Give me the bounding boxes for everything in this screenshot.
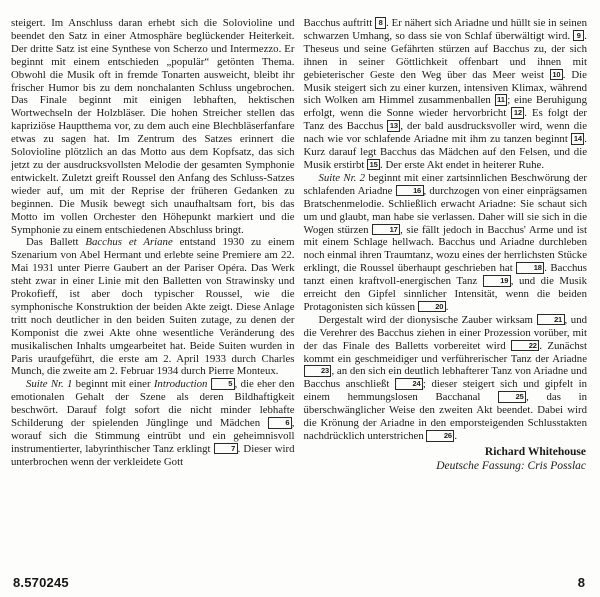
track-number-box: 11 [495,94,508,106]
byline [304,445,588,473]
text-run: . Kurz darauf legt Bacchus das Mädchen auf den Felsen, und die Musik erstirbt [303,133,587,171]
text-run: ; dieser steigert sich und gipfelt in einem hemmungslosen Bacchanal [303,378,587,404]
track-number-box: 17 [372,224,400,236]
track-number-box: 26 [426,430,454,442]
left-column [11,17,295,473]
right-column [304,17,588,473]
text-columns [11,17,587,473]
paragraph [11,378,295,468]
text-run: , worauf sich die Stimmung eintrübt und ein geheimnisvoll instrumentierter, labyrinthischer Tanz erklingt [11,417,295,455]
text-run: , das in überschwänglicher Weise den zweiten Akt beendet. Dabei wird die Krönung der Ariadne in den emporsteigenden Schlusstakten nachdrücklich unterstrichen [303,391,587,442]
track-number-box: 21 [537,314,565,326]
paragraph [304,17,588,172]
text-run: , der bald ausdrucksvoller wird, wenn die nach wie vor schlafende Ariadne mit ihm zu tanzen beginnt [303,120,587,146]
text-run: , an den sich ein deutlich lebhafterer Tanz von Ariadne und Bacchus anschließt [303,365,587,391]
track-number-box: 19 [483,275,511,287]
text-run: Bacchus et Ariane [85,236,173,249]
track-number-box: 20 [418,301,446,313]
paragraph [11,236,295,378]
text-run: , durchzogen von einer einprägsamen Bratschenmelodie. Schließlich erwacht Ariadne: Sie schaut sich um und glaubt, man habe sie verlassen. Daher will sie sich in die Wogen stürzen [303,184,587,236]
track-number-box: 13 [387,120,400,132]
text-run: . Bacchus tanzt einen kraftvoll-energischen Tanz [303,262,587,288]
text-run: . Er nähert sich Ariadne und hüllt sie in seinen schwarzen Umhang, so dass sie von Schlaf überwältigt wird. [303,17,587,42]
text-run: , und die Musik erreicht den Gipfel sinnlicher Intensität, wenn die beiden Protagonisten sich küssen [303,275,587,313]
text-run: . [445,300,449,313]
track-number-box: 22 [511,340,539,352]
text-run: Introduction [153,378,208,391]
paragraph [304,172,588,314]
text-run: , und die Verehrer des Bacchus ziehen in einer Prozession vorüber, mit der das Finale des Balletts vorbereitet wird [303,313,588,352]
right-column-paragraphs [304,17,588,443]
track-number-box: 24 [395,378,423,390]
text-run: beginnt mit einer zartsinnlichen Beschwörung der schlafenden Ariadne [303,171,587,197]
track-number-box: 5 [211,378,235,390]
text-run: . Theseus und seine Gefährten stürzen auf Bacchus zu, der sich ihnen in seiner Göttlichkeit offenbart und ihnen mit gebieterischer Geste den Weg über das Meer weist [303,29,587,81]
track-number-box: 23 [304,365,332,377]
track-number-box: 10 [550,69,563,81]
track-number-box: 12 [511,107,524,119]
track-number-box: 6 [268,417,292,429]
page-number: 8 [577,575,585,590]
text-run: , die eher den emotionalen Gehalt der Szene als deren Bildhaftigkeit beschwört. Darauf folgt sofort die nicht minder lebhafte Schilderung der spielenden Jünglinge und Mädchen [11,378,295,430]
track-number-box: 14 [571,133,584,145]
text-run: beginnt mit einer [72,378,154,391]
text-run: Bacchus auftritt [303,17,376,29]
track-number-box: 9 [573,30,584,42]
text-run: . Die Musik steigert sich zu einer kurzen, intensiven Klimax, während sich Wolken am Himmel zusammenballen [303,68,587,107]
text-run: Dergestalt wird der dionysische Zauber wirksam [318,313,537,326]
track-number-box: 16 [396,185,424,197]
catalog-number: 8.570245 [13,575,69,590]
track-number-box: 25 [498,391,526,403]
text-run: . Der erste Akt endet in heiterer Ruhe. [380,158,545,171]
text-run: Das Ballett [26,236,86,249]
paragraph [11,17,295,236]
text-run: . Es folgt der Tanz des Bacchus [303,107,587,133]
track-number-box: 7 [214,443,238,455]
text-run: Suite Nr. 1 [26,378,73,391]
text-run: . Zunächst kommt ein geschmeidiger und verführerischer Tanz der Ariadne [303,339,587,365]
text-run: steigert. Im Anschluss daran erhebt sich die Solovioline und beendet den Satz in einer Atmosphäre beglückender Heiterkeit. Der dritte Satz ist eine Synthese von Scherzo und Intermezzo. Er beginnt mit einem entschieden „populär“ getönten Thema. Obwohl die Musik oft in fremde Tonarten ausweicht, bleibt ihr frischer Humor bis zu dem nonchalanten Schluss ungebrochen. Das Finale beginnt mit einigen lebhaften, hektischen Wortwechseln der Holzbläser. Die hohen Streicher stellen das kapriziöse Hauptthema vor, zu dem auch eine Blechbläserfanfare etwas zu sagen hat. Im Zentrum des Satzes erinnert die Solovioline plötzlich an das Motto aus dem Kopfsatz, das sich jetzt zu der ausdrucksvollsten Melodie der gesamten Symphonie entwickelt. Zuletzt greift Roussel den Anfang des Schluss-Satzes wieder auf, um mit der Reprise der früheren Gedanken zu beginnen. Die Musik bewegt sich unaufhaltsam fort, bis das Motto im vollen Orchester den Höhepunkt markiert und die Symphonie zu einem entschiedenen Abschluss bringt. [11,17,295,236]
track-number-box: 15 [367,159,380,171]
track-number-box: 8 [375,17,386,29]
text-run: entstand 1930 zu einem Szenarium von Abel Hermant und erlebte seine Premiere am 22. Mai 1931 unter Pierre Gaubert an der Pariser Opéra. Das Werk steht zwar in einer Linie mit den Balletten von Strawinsky und Prokofieff, ist aber doch typischer Roussel, wie die symphonische Konstruktion der beiden Akte zeigt. Diese Anlage tritt noch deutlicher in den beiden Suiten zutage, zu denen der Komponist die zwei Akte ohne wesentliche Veränderung des musikalischen Inhalts umgearbeitet hat. Beide Suiten wurden in Paris uraufgeführt, die erste am 2. April 1933 durch Charles Munch, die zweite am 2. Februar 1934 durch Pierre Monteux. [11,236,295,378]
text-run: , sie fällt jedoch in Bacchus' Arme und ist mit einem Schlage hellwach. Bacchus und Ariadne durchleben noch einmal ihren Traumtanz, wozu eines der herrlichsten Stücke erklingt, die Roussel überhaupt geschrieben hat [303,223,587,275]
text-run: . [454,430,458,442]
translation-credit: Deutsche Fassung: Cris Posslac [436,459,586,472]
text-run: ; eine Beruhigung erfolgt, wenn die Sonne wieder hervorbricht [303,94,587,120]
paragraph [304,314,588,443]
track-number-box: 18 [516,262,544,274]
text-run: Suite Nr. 2 [318,171,366,184]
text-run: . Dieser wird unterbrochen wenn der verkleidete Gott [11,442,295,468]
author-name: Richard Whitehouse [484,445,586,458]
